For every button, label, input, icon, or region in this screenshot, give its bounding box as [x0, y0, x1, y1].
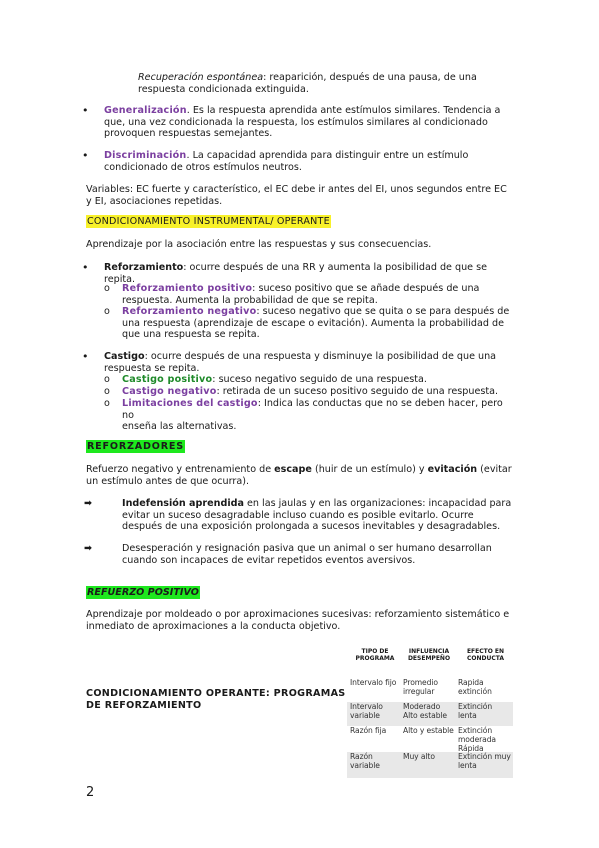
table-row — [347, 678, 513, 702]
desesperacion-item — [84, 543, 514, 566]
reforzamiento-positivo-item — [104, 283, 514, 306]
generalizacion-item — [82, 104, 514, 140]
table-header-tipo: TIPO DE PROGRAMA — [355, 648, 395, 662]
table-cell-tipo: Intervalo variable — [350, 702, 383, 720]
reforzadores-intro-e: (evitar — [477, 464, 512, 475]
desesperacion-line-2: cuando son incapaces de evitar repetidos eventos aversivos. — [122, 554, 416, 566]
desesperacion-line-1: Desesperación y resignación pasiva que un animal o ser humano desarrollan — [122, 543, 492, 554]
reforzamiento-text: : ocurre después de una RR y aumenta la posibilidad de que se — [183, 262, 488, 273]
discriminacion-text-2: condicionado de otros estímulos neutros. — [104, 161, 302, 173]
castigo-text-2: respuesta se repita. — [104, 362, 200, 374]
generalizacion-text: . Es la respuesta aprendida ante estímulos similares. Tendencia a — [186, 105, 501, 116]
reforzamiento-negativo-text-2: una respuesta (aprendizaje de escape o evitación). Aumenta la probabilidad de — [122, 317, 504, 329]
indefension-text-2: evitar un suceso desagradable incluso cuando es posible evitarlo. Ocurre — [122, 509, 474, 521]
bullet-icon: • — [82, 104, 89, 117]
castigo-negativo-item — [104, 386, 514, 398]
table-row — [347, 752, 513, 778]
reinforcement-schedule-table — [347, 648, 513, 778]
table-cell-tipo: Razón fija — [350, 726, 387, 735]
generalizacion-term: Generalización — [104, 105, 187, 116]
programas-heading — [86, 688, 346, 711]
bullet-icon: • — [82, 149, 89, 162]
discriminacion-item — [82, 149, 514, 173]
refuerzo-positivo-line-2: inmediato de aproximaciones a la conducta objetivo. — [86, 620, 341, 632]
instrumental-heading-text: CONDICIONAMIENTO INSTRUMENTAL/ OPERANTE — [87, 216, 330, 227]
reforzamiento-positivo-term: Reforzamiento positivo — [122, 283, 253, 294]
reforzamiento-text-2: repita. — [104, 273, 136, 285]
table-cell-efecto: Rapida extinción — [458, 678, 492, 696]
castigo-term: Castigo — [104, 351, 145, 362]
arrow-icon: ➡ — [84, 498, 93, 509]
sub-bullet-icon: o — [104, 306, 110, 317]
recuperacion-term: Recuperación espontánea — [138, 72, 264, 83]
programas-heading-line-2: DE REFORZAMIENTO — [86, 699, 202, 711]
recuperacion-text: : reaparición, después de una pausa, de una — [263, 72, 477, 83]
reforzadores-intro-line-2: un estímulo antes de que ocurra). — [86, 475, 249, 487]
reforzadores-intro-c: (huir de un estímulo) y — [311, 464, 428, 475]
table-header-row — [347, 648, 513, 678]
table-row — [347, 726, 513, 752]
reforzadores-intro-a: Refuerzo negativo y entrenamiento de — [86, 464, 275, 475]
table-cell-efecto: Extinción muy lenta — [458, 752, 511, 770]
reforzamiento-term: Reforzamiento — [104, 262, 184, 273]
table-cell-desempeno: Promedio irregular — [403, 678, 438, 696]
indefension-item — [84, 498, 514, 533]
generalizacion-text-2: que, una vez condicionada la respuesta, los estímulos similares al condicionado — [104, 116, 488, 128]
table-cell-efecto: Extinción moderada Rápida — [458, 726, 496, 753]
variables-line-1: Variables: EC fuerte y característico, el EC debe ir antes del EI, unos segundos entre EC — [86, 184, 507, 195]
castigo-negativo-term: Castigo negativo — [122, 386, 217, 397]
page-number: 2 — [86, 785, 95, 800]
table-cell-tipo: Intervalo fijo — [350, 678, 397, 687]
instrumental-heading — [86, 216, 514, 228]
reforzamiento-item — [82, 261, 514, 285]
sub-bullet-icon: o — [104, 398, 110, 409]
bullet-icon: • — [82, 350, 89, 363]
generalizacion-text-3: provoquen respuestas semejantes. — [104, 128, 273, 140]
sub-bullet-icon: o — [104, 283, 110, 294]
castigo-positivo-text: : suceso negativo seguido de una respuesta. — [212, 374, 427, 385]
table-header-influencia: INFLUENCIA DESEMPEÑO — [407, 648, 451, 662]
castigo-limitaciones-text: : Indica las conductas que no se deben hacer, pero no — [122, 398, 503, 421]
reforzamiento-positivo-text: : suceso positivo que se añade después de una — [252, 283, 480, 294]
castigo-item — [82, 350, 514, 374]
indefension-text-3: después de una exposición prolongada a sucesos inevitables y desagradables. — [122, 521, 501, 533]
indefension-text: en las jaulas y en las organizaciones: incapacidad para — [243, 498, 512, 509]
table-header-efecto: EFECTO EN CONDUCTA — [466, 648, 505, 662]
castigo-text: : ocurre después de una respuesta y disminuye la posibilidad de que una — [144, 351, 497, 362]
reforzadores-heading — [86, 441, 514, 453]
castigo-positivo-term: Castigo positivo — [122, 374, 213, 385]
sub-bullet-icon: o — [104, 386, 110, 397]
castigo-limitaciones-text-2: enseña las alternativas. — [122, 421, 237, 433]
indefension-term: Indefensión aprendida — [122, 498, 244, 509]
recuperacion-block — [138, 72, 518, 95]
reforzadores-intro — [86, 464, 514, 487]
evitacion-term: evitación — [427, 464, 478, 475]
castigo-negativo-text: : retirada de un suceso positivo seguido de una respuesta. — [216, 386, 499, 397]
table-cell-efecto: Extinción lenta — [458, 702, 493, 720]
reforzamiento-negativo-text-3: que una respuesta se repita. — [122, 329, 260, 341]
escape-term: escape — [274, 464, 312, 475]
bullet-icon: • — [82, 261, 89, 274]
refuerzo-positivo-heading — [86, 587, 514, 599]
arrow-icon: ➡ — [84, 543, 93, 554]
sub-bullet-icon: o — [104, 374, 110, 385]
table-cell-desempeno: Muy alto — [403, 752, 435, 761]
reforzamiento-positivo-text-2: respuesta. Aumenta la probabilidad de que se repita. — [122, 294, 378, 306]
castigo-limitaciones-term: Limitaciones del castigo — [122, 398, 258, 409]
refuerzo-positivo-paragraph — [86, 609, 514, 632]
table-cell-tipo: Razón variable — [350, 752, 380, 770]
programas-heading-line-1: CONDICIONAMIENTO OPERANTE: PROGRAMAS — [86, 688, 346, 699]
reforzadores-heading-text: REFORZADORES — [87, 441, 184, 452]
discriminacion-text: . La capacidad aprendida para distinguir entre un estímulo — [186, 150, 469, 161]
instrumental-intro: Aprendizaje por la asociación entre las respuestas y sus consecuencias. — [86, 239, 432, 250]
discriminacion-term: Discriminación — [104, 150, 187, 161]
castigo-limitaciones-item — [104, 398, 514, 433]
refuerzo-positivo-heading-text: REFUERZO POSITIVO — [87, 587, 199, 598]
table-row — [347, 702, 513, 726]
variables-line-2: y EI, asociaciones repetidas. — [86, 195, 223, 207]
reforzamiento-negativo-term: Reforzamiento negativo — [122, 306, 257, 317]
castigo-positivo-item — [104, 374, 514, 386]
reforzamiento-negativo-text: : suceso negativo que se quita o se para después de — [256, 306, 510, 317]
recuperacion-text-2: respuesta condicionada extinguida. — [138, 83, 309, 95]
refuerzo-positivo-line-1: Aprendizaje por moldeado o por aproximaciones sucesivas: reforzamiento sistemático e — [86, 609, 510, 620]
variables-paragraph — [86, 184, 514, 207]
reforzamiento-negativo-item — [104, 306, 514, 341]
table-cell-desempeno: Moderado Alto estable — [403, 702, 448, 720]
table-cell-desempeno: Alto y estable — [403, 726, 454, 735]
